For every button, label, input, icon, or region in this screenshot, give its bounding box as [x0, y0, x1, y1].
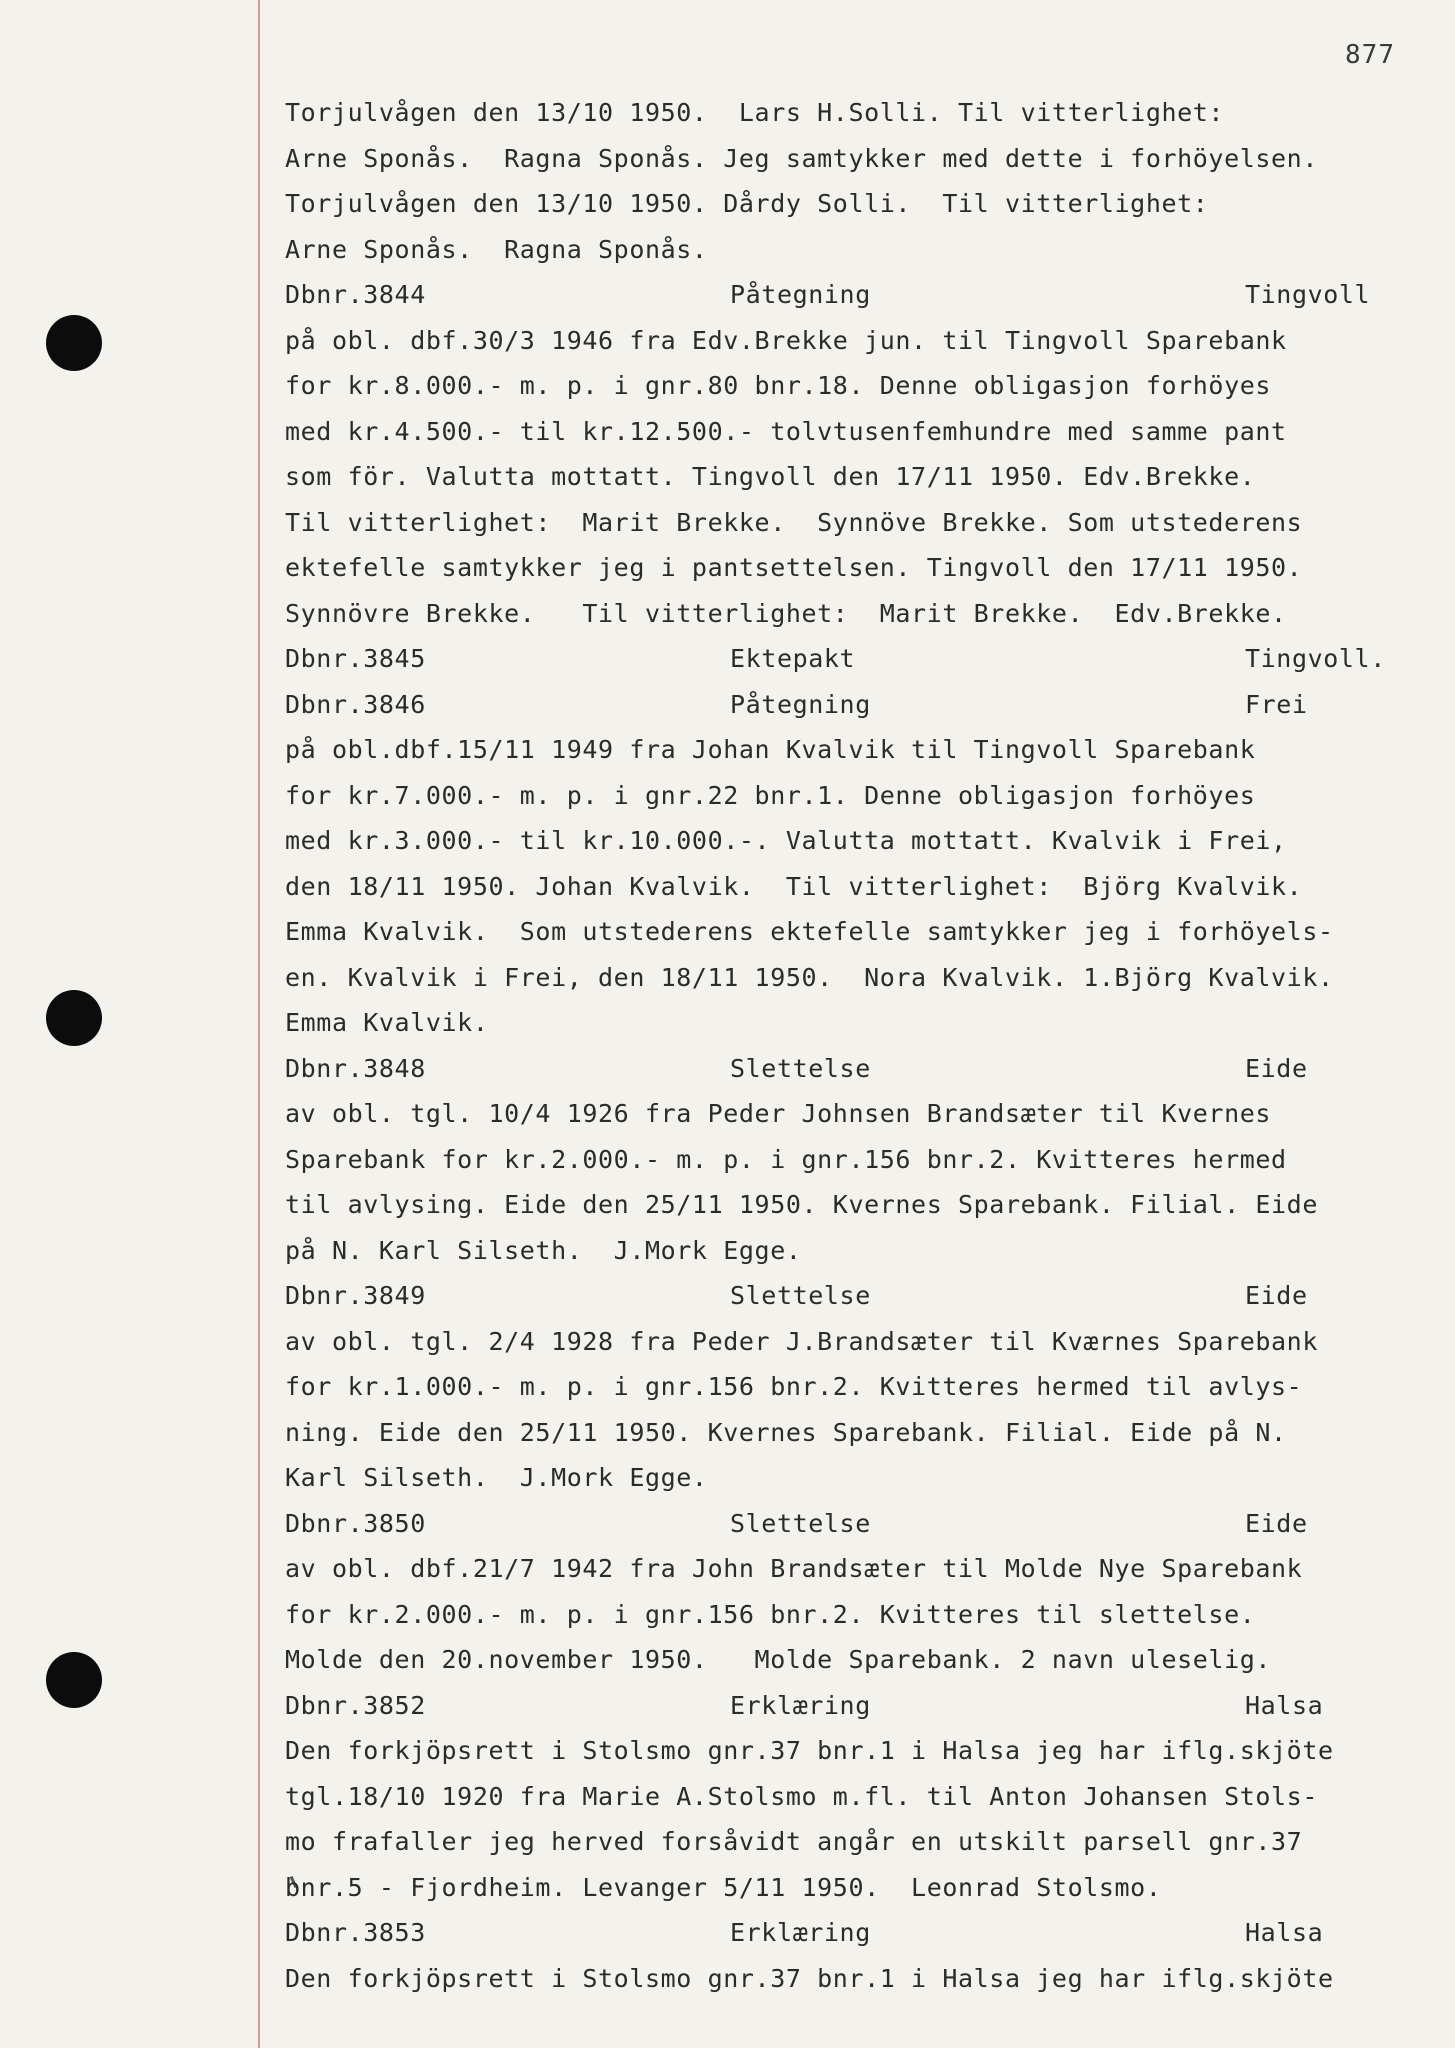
text-line: som för. Valutta mottatt. Tingvoll den 17/11 1950. Edv.Brekke.: [285, 462, 1256, 491]
punch-hole-middle: [46, 990, 102, 1046]
entry-ref: Dbnr.3852: [285, 1690, 426, 1720]
text-line: Arne Sponås. Ragna Sponås. Jeg samtykker med dette i forhöyelsen.: [285, 143, 1318, 173]
entry-ref: Dbnr.3849: [285, 1281, 426, 1310]
entry-header: [285, 1501, 1435, 1547]
text-line: Til vitterlighet: Marit Brekke. Synnöve Brekke. Som utstederens: [285, 507, 1303, 537]
entry-place: Tingvoll: [1245, 280, 1371, 309]
entry-header: [285, 636, 1435, 682]
entry-header: [285, 1273, 1435, 1319]
text-line: Arne Sponås. Ragna Sponås.: [285, 234, 708, 264]
text-line: av obl. dbf.21/7 1942 fra John Brandsæter til Molde Nye Sparebank: [285, 1554, 1303, 1583]
entry-header: [285, 272, 1435, 318]
entry-ref: Dbnr.3846: [285, 689, 426, 719]
text-line: på obl. dbf.30/3 1946 fra Edv.Brekke jun. til Tingvoll Sparebank: [285, 325, 1287, 355]
text-line: Emma Kvalvik. Som utstederens ektefelle samtykker jeg i forhöyels-: [285, 917, 1334, 946]
text-line: Torjulvågen den 13/10 1950. Dårdy Solli. Til vitterlighet:: [285, 189, 1209, 218]
text-line: Synnövre Brekke. Til vitterlighet: Marit Brekke. Edv.Brekke.: [285, 598, 1287, 628]
entry-ref: Dbnr.3848: [285, 1053, 426, 1083]
entry-place: Frei: [1245, 689, 1308, 719]
text-line: på obl.dbf.15/11 1949 fra Johan Kvalvik til Tingvoll Sparebank: [285, 735, 1256, 764]
text-line: Den forkjöpsrett i Stolsmo gnr.37 bnr.1 i Halsa jeg har iflg.skjöte: [285, 1736, 1334, 1765]
entry-type: Erklæring: [730, 1690, 871, 1720]
text-line: med kr.4.500.- til kr.12.500.- tolvtusenfemhundre med samme pant: [285, 416, 1287, 446]
text-line: for kr.1.000.- m. p. i gnr.156 bnr.2. Kvitteres hermed til avlys-: [285, 1372, 1303, 1401]
entry-header: [285, 1046, 1435, 1092]
entry-type: Slettelse: [730, 1281, 871, 1310]
text-line: tgl.18/10 1920 fra Marie A.Stolsmo m.fl. til Anton Johansen Stols-: [285, 1781, 1318, 1811]
entry-header: [285, 1683, 1435, 1729]
text-line: Molde den 20.november 1950. Molde Sparebank. 2 navn uleselig.: [285, 1645, 1272, 1674]
entry-place: Eide: [1245, 1053, 1308, 1083]
text-line: på N. Karl Silseth. J.Mork Egge.: [285, 1235, 802, 1265]
text-line: for kr.7.000.- m. p. i gnr.22 bnr.1. Denne obligasjon forhöyes: [285, 780, 1256, 810]
text-line: Emma Kvalvik.: [285, 1008, 489, 1037]
entry-ref: Dbnr.3850: [285, 1508, 426, 1538]
text-line: ning. Eide den 25/11 1950. Kvernes Sparebank. Filial. Eide på N.: [285, 1417, 1287, 1447]
entry-type: Ektepakt: [730, 644, 856, 673]
text-line: Torjulvågen den 13/10 1950. Lars H.Solli. Til vitterlighet:: [285, 98, 1225, 127]
text-line: en. Kvalvik i Frei, den 18/11 1950. Nora Kvalvik. 1.Björg Kvalvik.: [285, 962, 1334, 992]
entry-type: Slettelse: [730, 1508, 871, 1538]
entry-type: Påtegning: [730, 689, 871, 719]
punch-hole-bottom: [46, 1652, 102, 1708]
entry-header: [285, 682, 1435, 728]
text-line: for kr.8.000.- m. p. i gnr.80 bnr.18. Denne obligasjon forhöyes: [285, 371, 1272, 400]
entry-place: Halsa: [1245, 1690, 1324, 1720]
text-line: den 18/11 1950. Johan Kvalvik. Til vitterlighet: Björg Kvalvik.: [285, 871, 1303, 901]
entry-ref: Dbnr.3844: [285, 280, 426, 309]
entry-place: Eide: [1245, 1281, 1308, 1310]
text-line: bnr.5 - Fjordheim. Levanger 5/11 1950. Leonrad Stolsmo.: [285, 1872, 1162, 1902]
text-line: ektefelle samtykker jeg i pantsettelsen. Tingvoll den 17/11 1950.: [285, 553, 1303, 582]
text-line: med kr.3.000.- til kr.10.000.-. Valutta mottatt. Kvalvik i Frei,: [285, 826, 1287, 855]
text-line: til avlysing. Eide den 25/11 1950. Kvernes Sparebank. Filial. Eide: [285, 1190, 1318, 1219]
text-line: for kr.2.000.- m. p. i gnr.156 bnr.2. Kvitteres til slettelse.: [285, 1599, 1256, 1629]
entry-header: [285, 1910, 1435, 1956]
entry-type: Erklæring: [730, 1918, 871, 1947]
page-number: 877: [1345, 40, 1395, 70]
entry-type: Påtegning: [730, 280, 871, 309]
entry-ref: Dbnr.3845: [285, 644, 426, 673]
text-line: Den forkjöpsrett i Stolsmo gnr.37 bnr.1 i Halsa jeg har iflg.skjöte: [285, 1963, 1334, 1993]
punch-hole-top: [46, 315, 102, 371]
text-line: Karl Silseth. J.Mork Egge.: [285, 1463, 708, 1492]
text-line: av obl. tgl. 2/4 1928 fra Peder J.Brandsæter til Kværnes Sparebank: [285, 1326, 1318, 1356]
document-body: [285, 90, 1435, 2001]
entry-type: Slettelse: [730, 1053, 871, 1083]
entry-place: Tingvoll.: [1245, 644, 1386, 673]
red-margin-line: [258, 0, 260, 2048]
text-line: av obl. tgl. 10/4 1926 fra Peder Johnsen Brandsæter til Kvernes: [285, 1099, 1272, 1128]
entry-place: Eide: [1245, 1508, 1308, 1538]
entry-ref: Dbnr.3853: [285, 1918, 426, 1947]
text-line: Sparebank for kr.2.000.- m. p. i gnr.156 bnr.2. Kvitteres hermed: [285, 1144, 1287, 1174]
text-line: mo frafaller jeg herved forsåvidt angår en utskilt parsell gnr.37: [285, 1827, 1303, 1856]
entry-place: Halsa: [1245, 1918, 1324, 1947]
